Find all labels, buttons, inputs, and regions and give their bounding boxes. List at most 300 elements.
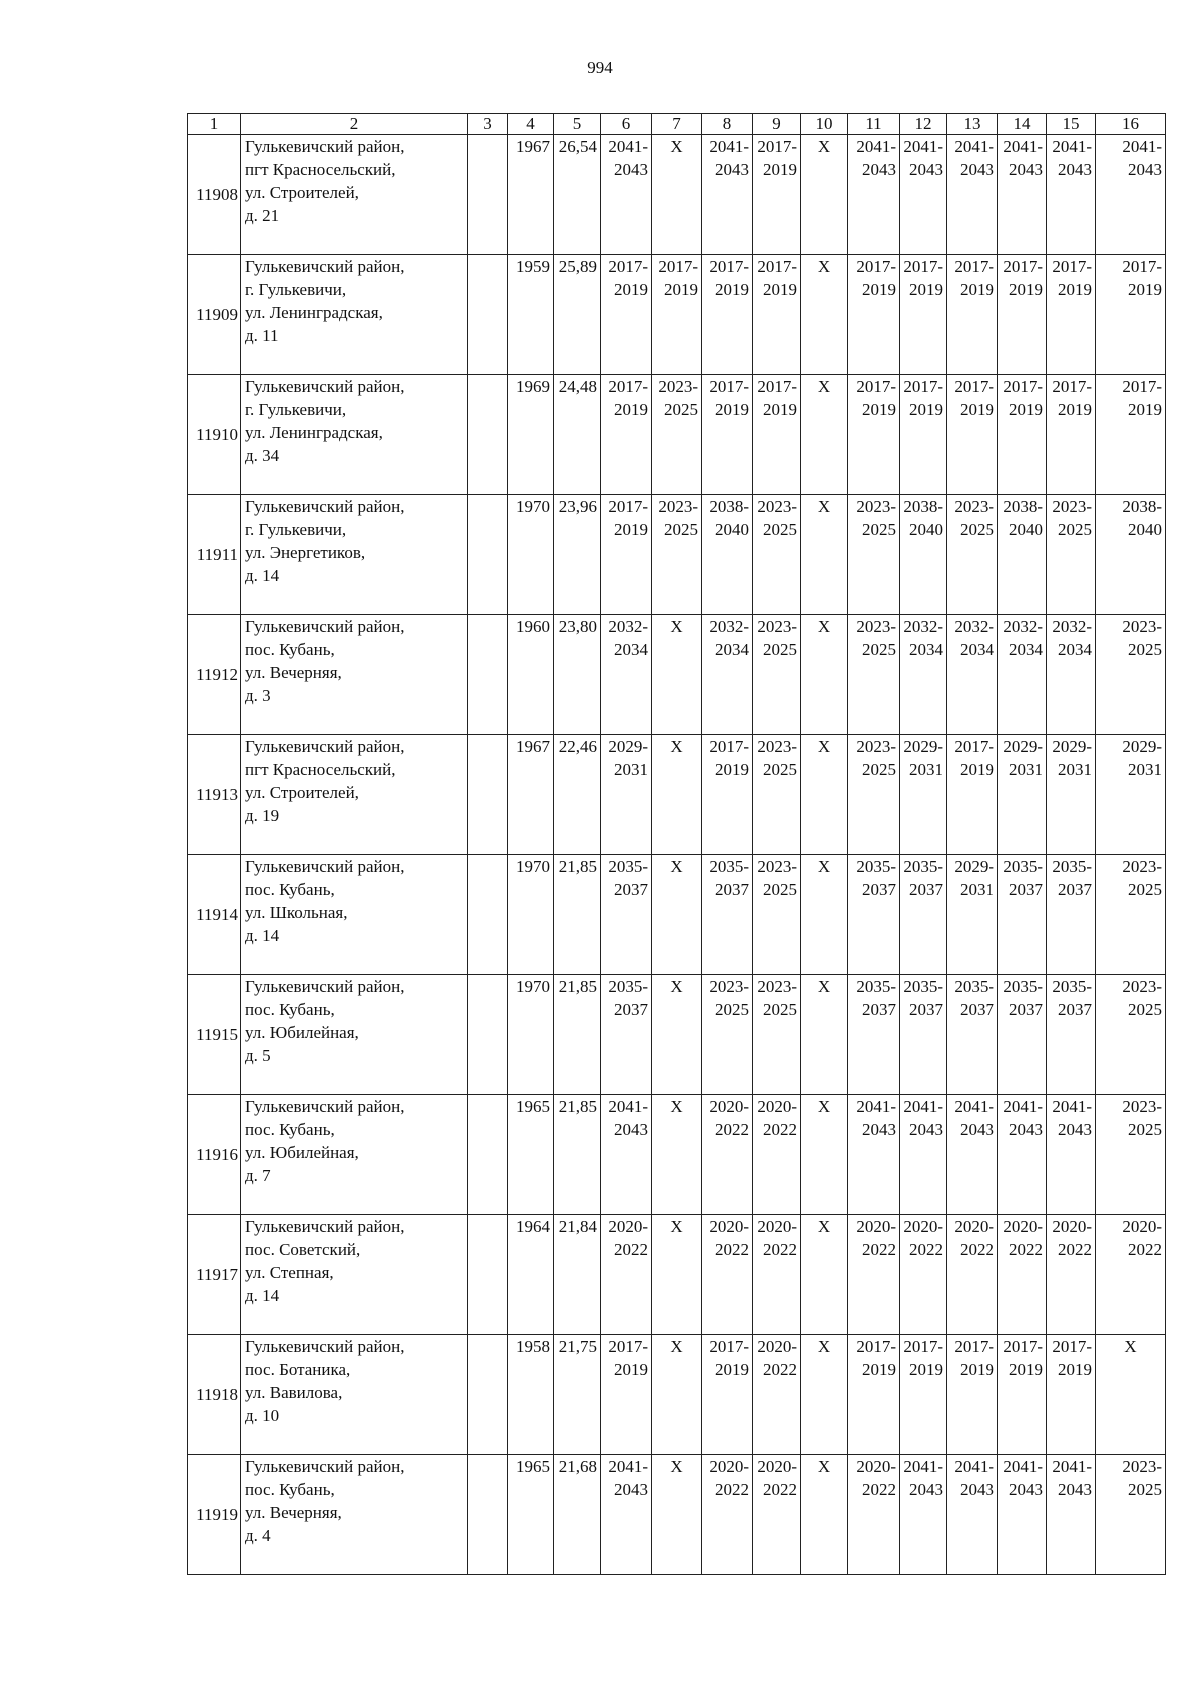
period-start: 2017- [658,257,698,276]
period-start: 2017- [709,257,749,276]
period-cell-x: X [801,735,848,855]
period-end: 2019 [614,280,648,299]
period-cell [900,1335,947,1455]
row-number: 11916 [188,1095,241,1215]
row-number: 11918 [188,1335,241,1455]
period-cell [1096,1095,1166,1215]
address-line: пос. Кубань, [245,880,335,899]
table-row [188,615,1166,735]
address-line: пос. Кубань, [245,1120,335,1139]
period-cell [947,1455,998,1575]
period-start: 2020- [856,1457,896,1476]
period-cell-x: X [801,495,848,615]
period-cell-x: X [1096,1335,1166,1455]
column-header-11: 11 [848,114,900,135]
address-cell [241,1335,468,1455]
period-end: 2043 [862,160,896,179]
period-start: 2029- [1122,737,1162,756]
period-end: 2022 [763,1360,797,1379]
period-end: 2043 [614,1120,648,1139]
period-end: 2019 [1058,280,1092,299]
period-cell [848,615,900,735]
period-start: 2041- [608,137,648,156]
address-line: г. Гулькевичи, [245,400,347,419]
period-end: 2034 [1058,640,1092,659]
period-cell-x: X [652,1095,702,1215]
period-end: 2034 [960,640,994,659]
column-header-9: 9 [753,114,801,135]
period-start: 2035- [856,857,896,876]
column-3-cell [468,375,508,495]
period-end: 2025 [664,520,698,539]
period-start: 2023- [856,617,896,636]
period-start: 2035- [903,977,943,996]
period-cell [998,135,1047,255]
period-cell [1047,255,1096,375]
column-header-14: 14 [998,114,1047,135]
address-line: Гулькевичский район, [245,857,405,876]
period-cell [702,615,753,735]
period-end: 2019 [664,280,698,299]
period-end: 2019 [862,400,896,419]
period-end: 2019 [1058,400,1092,419]
period-end: 2031 [960,880,994,899]
period-end: 2019 [960,280,994,299]
period-start: 2017- [608,497,648,516]
period-end: 2022 [862,1240,896,1259]
address-line: д. 19 [245,806,280,825]
period-end: 2043 [960,1480,994,1499]
period-cell [900,735,947,855]
period-cell [900,255,947,375]
address-line: д. 3 [245,686,271,705]
period-cell [753,975,801,1095]
period-start: 2029- [954,857,994,876]
period-start: 2035- [1052,857,1092,876]
row-number: 11919 [188,1455,241,1575]
value-cell: 21,84 [554,1215,601,1335]
period-cell [1047,1215,1096,1335]
address-line: г. Гулькевичи, [245,280,347,299]
period-cell [848,135,900,255]
period-start: 2041- [709,137,749,156]
row-number: 11908 [188,135,241,255]
period-start: 2041- [1052,1457,1092,1476]
period-cell [848,855,900,975]
period-cell-x: X [801,1335,848,1455]
column-header-13: 13 [947,114,998,135]
period-end: 2019 [614,520,648,539]
address-line: д. 14 [245,1286,280,1305]
period-cell-x: X [801,615,848,735]
address-line: д. 14 [245,566,280,585]
period-start: 2032- [1052,617,1092,636]
period-start: 2017- [903,257,943,276]
period-start: 2035- [1003,857,1043,876]
column-header-2: 2 [241,114,468,135]
period-start: 2020- [757,1217,797,1236]
value-cell: 21,68 [554,1455,601,1575]
column-header-15: 15 [1047,114,1096,135]
address-line: пос. Ботаника, [245,1360,351,1379]
period-start: 2017- [1003,377,1043,396]
period-end: 2025 [763,640,797,659]
period-start: 2023- [1122,1457,1162,1476]
period-end: 2037 [862,880,896,899]
period-end: 2019 [1009,400,1043,419]
address-cell [241,495,468,615]
period-cell [947,615,998,735]
column-header-5: 5 [554,114,601,135]
period-start: 2038- [1003,497,1043,516]
address-line: пгт Красносельский, [245,160,396,179]
period-end: 2025 [1128,1120,1162,1139]
period-cell [947,135,998,255]
column-header-8: 8 [702,114,753,135]
period-end: 2043 [1009,1480,1043,1499]
column-3-cell [468,975,508,1095]
period-cell [947,495,998,615]
period-end: 2019 [960,760,994,779]
period-start: 2023- [856,737,896,756]
period-cell [900,495,947,615]
address-cell [241,975,468,1095]
period-end: 2019 [1009,280,1043,299]
period-start: 2041- [608,1457,648,1476]
address-cell [241,855,468,975]
period-cell [848,495,900,615]
period-cell [900,1215,947,1335]
period-cell [601,255,652,375]
table-row [188,1215,1166,1335]
address-cell [241,1095,468,1215]
period-start: 2023- [954,497,994,516]
period-cell [848,1455,900,1575]
address-line: д. 4 [245,1526,271,1545]
period-cell [601,495,652,615]
period-start: 2017- [1052,377,1092,396]
period-end: 2022 [1058,1240,1092,1259]
address-line: д. 11 [245,326,279,345]
address-line: Гулькевичский район, [245,1217,405,1236]
column-header-1: 1 [188,114,241,135]
row-number: 11911 [188,495,241,615]
period-cell-x: X [652,1215,702,1335]
period-start: 2017- [1003,257,1043,276]
period-start: 2017- [757,257,797,276]
table-row [188,855,1166,975]
period-end: 2022 [1009,1240,1043,1259]
address-line: пос. Кубань, [245,1480,335,1499]
period-start: 2029- [608,737,648,756]
period-end: 2031 [909,760,943,779]
period-cell-x: X [801,975,848,1095]
year-cell: 1967 [508,135,554,255]
period-end: 2025 [1128,880,1162,899]
period-start: 2023- [1122,977,1162,996]
period-start: 2032- [954,617,994,636]
period-end: 2031 [614,760,648,779]
period-cell [1047,1335,1096,1455]
period-cell [702,1215,753,1335]
period-end: 2040 [909,520,943,539]
period-end: 2025 [862,640,896,659]
period-end: 2040 [1128,520,1162,539]
period-end: 2043 [614,1480,648,1499]
period-end: 2025 [1058,520,1092,539]
period-start: 2023- [709,977,749,996]
period-start: 2041- [1003,137,1043,156]
period-start: 2020- [954,1217,994,1236]
period-cell [753,135,801,255]
period-cell [702,1335,753,1455]
period-cell-x: X [652,855,702,975]
period-start: 2023- [757,497,797,516]
period-start: 2029- [903,737,943,756]
period-start: 2017- [856,377,896,396]
period-cell-x: X [652,1335,702,1455]
column-3-cell [468,735,508,855]
period-start: 2017- [856,257,896,276]
period-cell [702,735,753,855]
column-header-7: 7 [652,114,702,135]
period-end: 2031 [1058,760,1092,779]
period-end: 2019 [862,280,896,299]
address-line: ул. Юбилейная, [245,1143,359,1162]
period-start: 2017- [608,257,648,276]
table-row [188,975,1166,1095]
period-cell [753,1215,801,1335]
period-start: 2017- [709,737,749,756]
column-3-cell [468,615,508,735]
period-end: 2043 [1009,1120,1043,1139]
period-start: 2035- [1052,977,1092,996]
period-cell [753,1335,801,1455]
period-start: 2023- [1122,1097,1162,1116]
period-start: 2017- [1052,257,1092,276]
address-line: Гулькевичский район, [245,1337,405,1356]
period-end: 2019 [715,1360,749,1379]
period-end: 2022 [763,1240,797,1259]
period-end: 2019 [862,1360,896,1379]
address-line: д. 7 [245,1166,271,1185]
period-end: 2037 [715,880,749,899]
period-end: 2025 [862,520,896,539]
period-start: 2041- [856,137,896,156]
period-cell [947,975,998,1095]
period-end: 2019 [763,280,797,299]
period-cell [848,1095,900,1215]
period-end: 2043 [715,160,749,179]
period-start: 2032- [903,617,943,636]
period-cell [753,375,801,495]
period-cell [1096,255,1166,375]
period-cell [601,135,652,255]
period-end: 2043 [1058,160,1092,179]
period-end: 2043 [1009,160,1043,179]
period-end: 2025 [862,760,896,779]
period-start: 2017- [709,377,749,396]
period-cell [900,375,947,495]
period-cell [900,855,947,975]
period-start: 2017- [856,1337,896,1356]
address-line: Гулькевичский район, [245,137,405,156]
period-end: 2022 [715,1120,749,1139]
period-start: 2020- [757,1337,797,1356]
address-line: Гулькевичский район, [245,257,405,276]
value-cell: 24,48 [554,375,601,495]
period-cell [998,495,1047,615]
period-end: 2019 [960,400,994,419]
period-end: 2043 [862,1120,896,1139]
period-cell [1096,135,1166,255]
period-start: 2023- [757,977,797,996]
period-cell [900,1095,947,1215]
period-end: 2034 [715,640,749,659]
period-start: 2041- [1003,1457,1043,1476]
period-end: 2043 [614,160,648,179]
period-end: 2031 [1009,760,1043,779]
address-line: ул. Степная, [245,1263,334,1282]
address-line: ул. Юбилейная, [245,1023,359,1042]
address-line: д. 21 [245,206,280,225]
period-start: 2020- [709,1097,749,1116]
column-3-cell [468,1095,508,1215]
period-start: 2041- [903,1097,943,1116]
period-start: 2041- [1122,137,1162,156]
address-line: д. 34 [245,446,280,465]
period-start: 2020- [1052,1217,1092,1236]
period-cell [1047,735,1096,855]
period-cell [652,255,702,375]
period-cell [1096,1215,1166,1335]
period-start: 2041- [954,1457,994,1476]
period-start: 2017- [757,377,797,396]
period-cell [998,375,1047,495]
period-cell [601,1335,652,1455]
period-cell [848,1335,900,1455]
period-cell [998,615,1047,735]
period-start: 2023- [757,857,797,876]
address-line: пос. Кубань, [245,1000,335,1019]
period-cell [998,1455,1047,1575]
period-start: 2020- [1003,1217,1043,1236]
period-cell [1096,375,1166,495]
period-start: 2032- [709,617,749,636]
period-cell [1096,615,1166,735]
period-end: 2019 [1128,280,1162,299]
value-cell: 21,75 [554,1335,601,1455]
address-line: Гулькевичский район, [245,377,405,396]
row-number: 11912 [188,615,241,735]
period-cell-x: X [652,1455,702,1575]
period-cell [998,1335,1047,1455]
period-cell [601,615,652,735]
year-cell: 1959 [508,255,554,375]
address-line: ул. Ленинградская, [245,423,383,442]
column-3-cell [468,1455,508,1575]
period-start: 2035- [903,857,943,876]
period-start: 2035- [709,857,749,876]
period-cell [1096,975,1166,1095]
period-end: 2037 [614,880,648,899]
period-cell [702,1455,753,1575]
period-cell [1096,855,1166,975]
period-cell [753,1095,801,1215]
period-end: 2043 [960,1120,994,1139]
period-start: 2032- [1003,617,1043,636]
period-end: 2031 [1128,760,1162,779]
period-cell [1047,855,1096,975]
period-end: 2043 [909,160,943,179]
period-end: 2034 [909,640,943,659]
address-line: ул. Вечерняя, [245,1503,342,1522]
address-cell [241,135,468,255]
value-cell: 21,85 [554,1095,601,1215]
period-cell [998,255,1047,375]
column-3-cell [468,855,508,975]
address-line: ул. Строителей, [245,783,359,802]
period-start: 2020- [856,1217,896,1236]
period-end: 2034 [1009,640,1043,659]
period-end: 2022 [862,1480,896,1499]
period-cell-x: X [801,135,848,255]
period-start: 2038- [903,497,943,516]
period-start: 2017- [954,1337,994,1356]
table-row [188,495,1166,615]
row-number: 11909 [188,255,241,375]
period-end: 2025 [715,1000,749,1019]
address-line: Гулькевичский район, [245,977,405,996]
period-cell [1047,615,1096,735]
address-cell [241,735,468,855]
period-end: 2025 [1128,640,1162,659]
period-cell [652,495,702,615]
period-cell [1047,495,1096,615]
period-end: 2019 [715,400,749,419]
period-start: 2023- [1122,857,1162,876]
column-header-4: 4 [508,114,554,135]
period-end: 2025 [1128,1000,1162,1019]
period-cell [1096,495,1166,615]
period-start: 2023- [1052,497,1092,516]
row-number: 11914 [188,855,241,975]
table-row [188,375,1166,495]
address-cell [241,615,468,735]
period-start: 2041- [1003,1097,1043,1116]
period-start: 2023- [856,497,896,516]
period-cell [848,1215,900,1335]
period-cell [848,975,900,1095]
period-cell [998,975,1047,1095]
column-number-row [188,114,1166,135]
period-cell [1047,375,1096,495]
period-cell [753,495,801,615]
column-header-10: 10 [801,114,848,135]
page-number: 994 [587,58,613,77]
table-row [188,735,1166,855]
period-cell [753,615,801,735]
period-cell [1047,135,1096,255]
period-cell [947,1335,998,1455]
period-start: 2017- [757,137,797,156]
period-cell-x: X [652,975,702,1095]
year-cell: 1965 [508,1455,554,1575]
period-end: 2025 [960,520,994,539]
period-cell [652,375,702,495]
period-end: 2043 [909,1480,943,1499]
period-start: 2017- [1003,1337,1043,1356]
